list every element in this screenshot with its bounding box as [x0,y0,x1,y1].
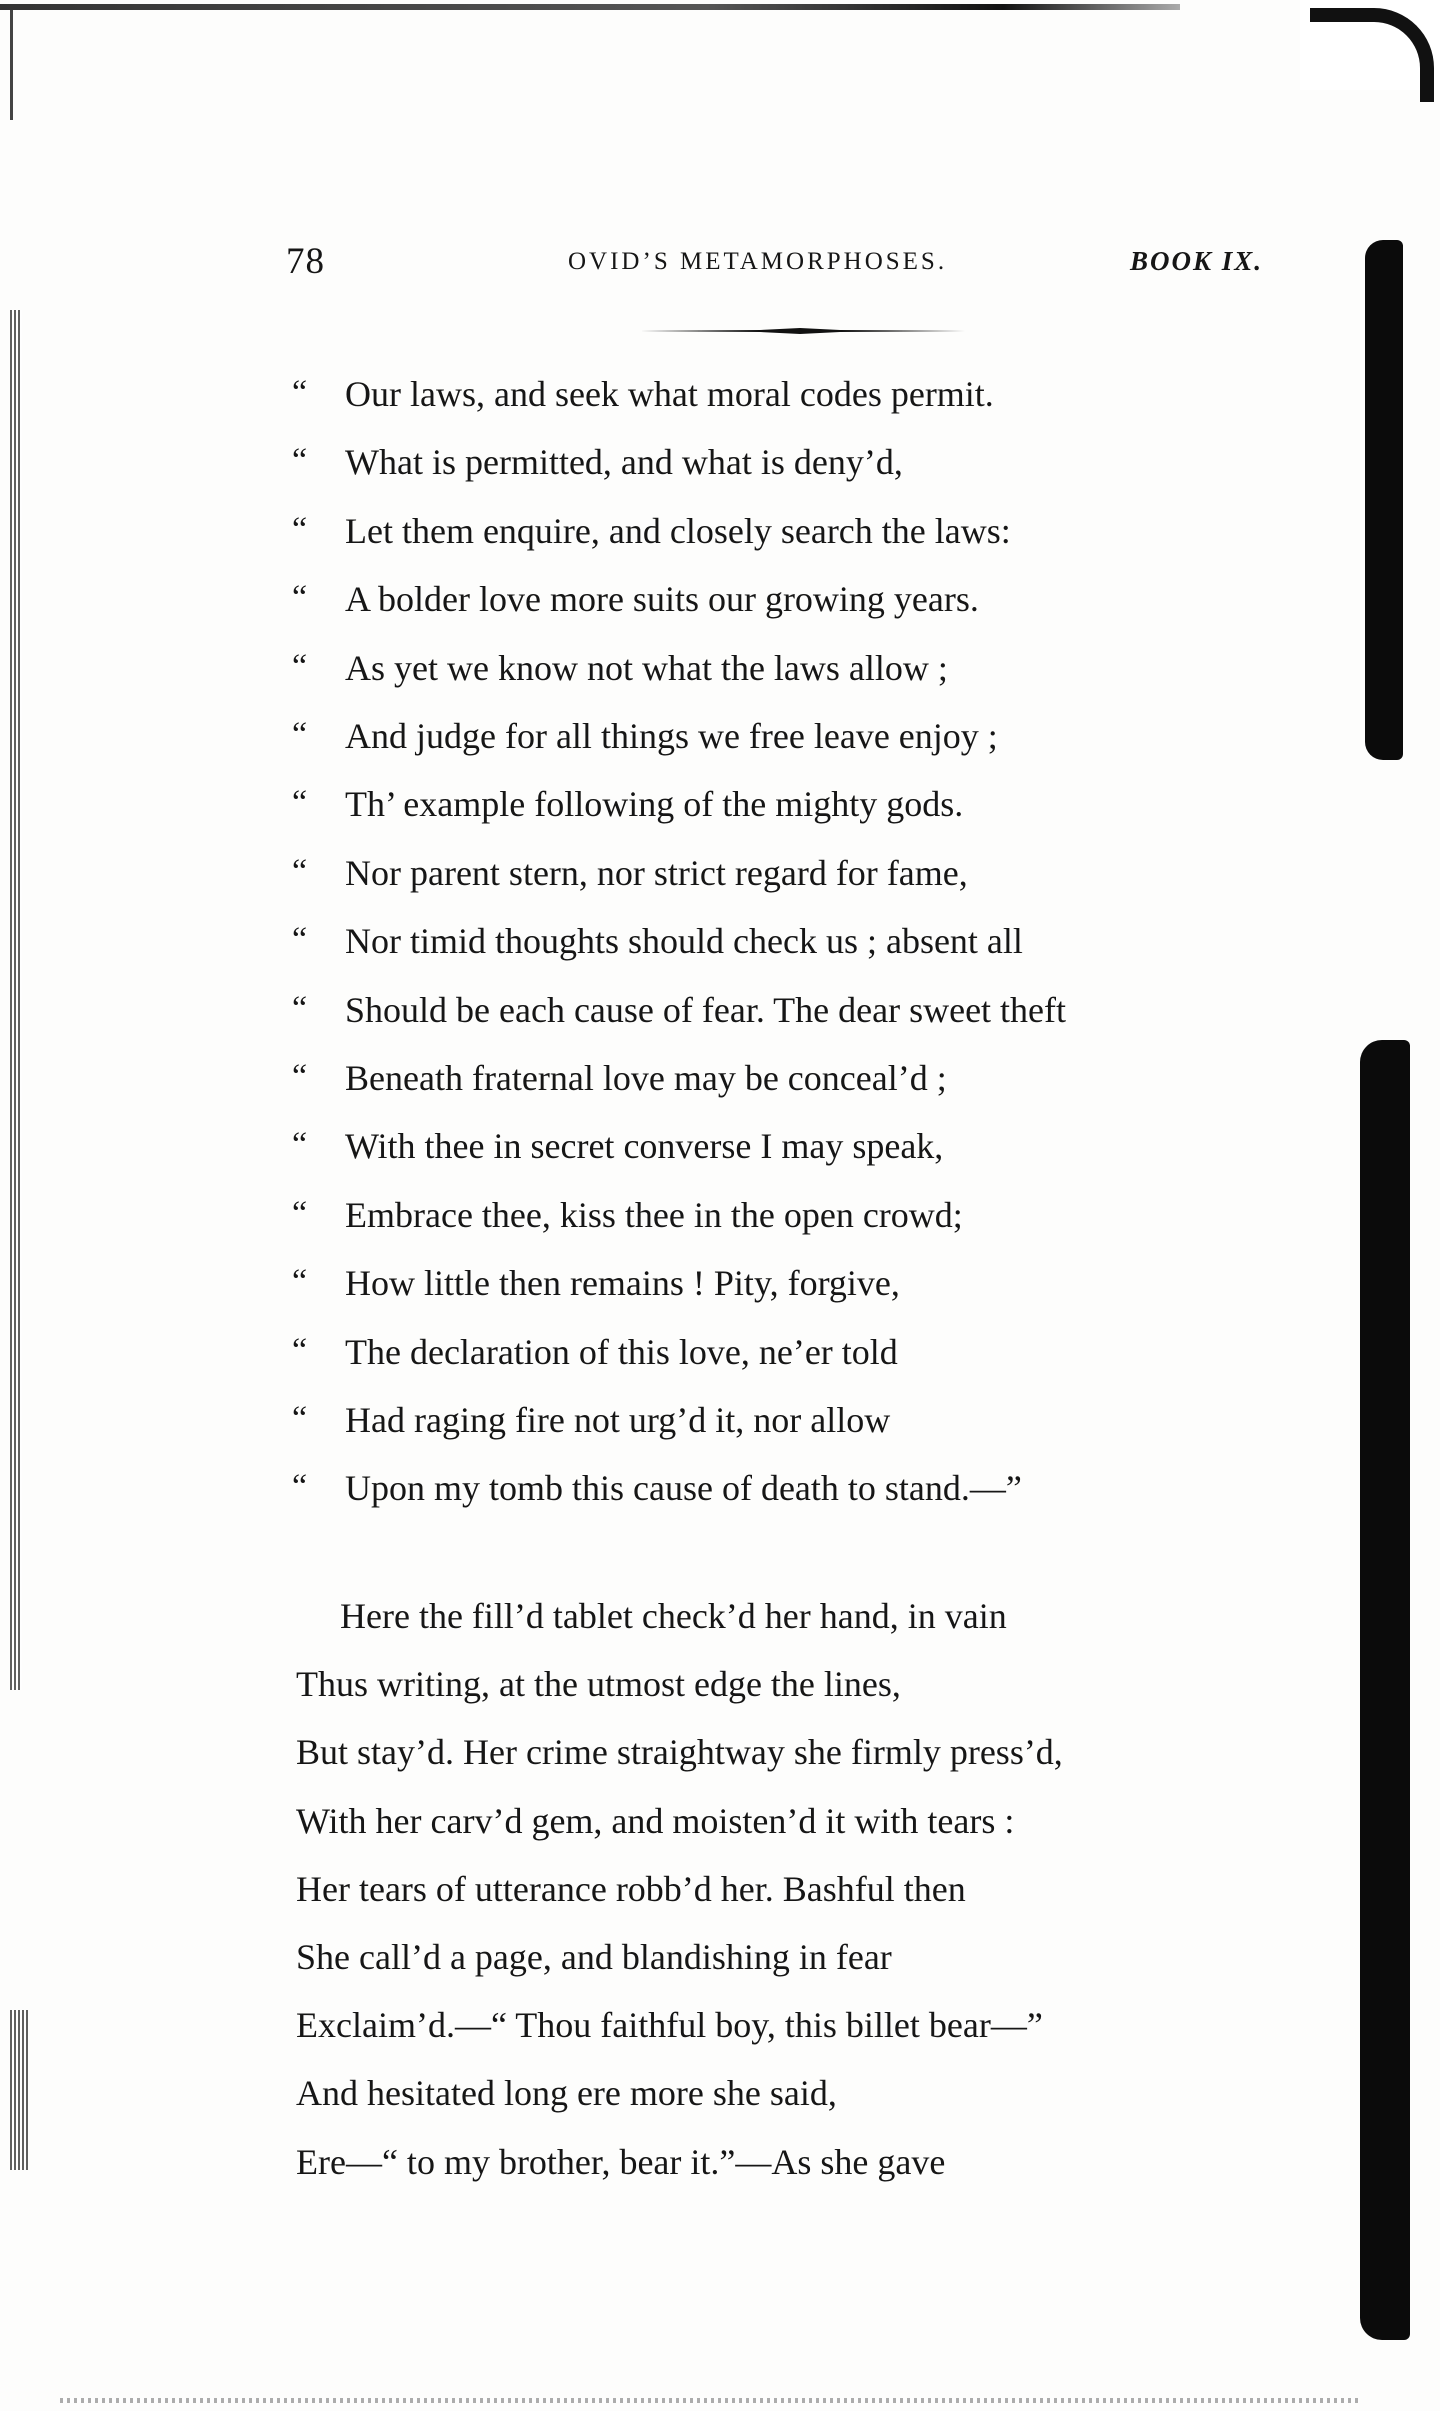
verse-line: Here the fill’d tablet check’d her hand, in vain [340,1596,1007,1636]
quote-mark: “ [292,648,308,685]
quote-mark: “ [292,1126,308,1163]
quote-mark: “ [292,374,308,411]
verse-line: Let them enquire, and closely search the laws: [345,511,1011,551]
quote-mark: “ [292,716,308,753]
quote-mark: “ [292,511,308,548]
verse-line: Beneath fraternal love may be conceal’d ; [345,1058,947,1098]
verse-line: As yet we know not what the laws allow ; [345,648,948,688]
page-number: 78 [286,241,325,282]
verse-line: And judge for all things we free leave enjoy ; [345,716,998,756]
quote-mark: “ [292,853,308,890]
quote-mark: “ [292,921,308,958]
verse-line: Our laws, and seek what moral codes permit. [345,374,994,414]
verse-line: What is permitted, and what is deny’d, [345,442,903,482]
verse-line: Exclaim’d.—“ Thou faithful boy, this billet bear—” [296,2005,1043,2045]
verse-line: Should be each cause of fear. The dear sweet theft [345,990,1067,1030]
quote-mark: “ [292,1468,308,1505]
verse-line: Had raging fire not urg’d it, nor allow [345,1400,891,1440]
verse-line: And hesitated long ere more she said, [296,2073,837,2113]
verse-line: Her tears of utterance robb’d her. Bashful then [296,1869,966,1909]
verse-line: But stay’d. Her crime straightway she firmly press’d, [296,1732,1063,1772]
verse-line: Thus writing, at the utmost edge the lines, [296,1664,901,1704]
quote-mark: “ [292,1058,308,1095]
quote-mark: “ [292,784,308,821]
verse-line: With her carv’d gem, and moisten’d it with tears : [296,1801,1015,1841]
verse-line: Embrace thee, kiss thee in the open crowd; [345,1195,963,1235]
running-title: OVID’S METAMORPHOSES. [568,248,948,275]
quote-mark: “ [292,1195,308,1232]
book-label: BOOK IX. [1130,246,1264,276]
verse-line: The declaration of this love, ne’er told [345,1332,898,1372]
quote-mark: “ [292,442,308,479]
verse-line: How little then remains ! Pity, forgive, [345,1263,900,1303]
quote-mark: “ [292,1400,308,1437]
verse-line: A bolder love more suits our growing years. [345,579,979,619]
verse-line: She call’d a page, and blandishing in fear [296,1937,892,1977]
verse-line: Upon my tomb this cause of death to stand.—” [345,1468,1022,1508]
verse-line: Nor parent stern, nor strict regard for fame, [345,853,968,893]
quote-mark: “ [292,1263,308,1300]
verse-line: Ere—“ to my brother, bear it.”—As she gave [296,2142,946,2182]
quote-mark: “ [292,990,308,1027]
quote-mark: “ [292,1332,308,1369]
quote-mark: “ [292,579,308,616]
verse-line: Nor timid thoughts should check us ; absent all [345,921,1023,961]
verse-line: With thee in secret converse I may speak, [345,1126,944,1166]
verse-line: Th’ example following of the mighty gods. [345,784,964,824]
